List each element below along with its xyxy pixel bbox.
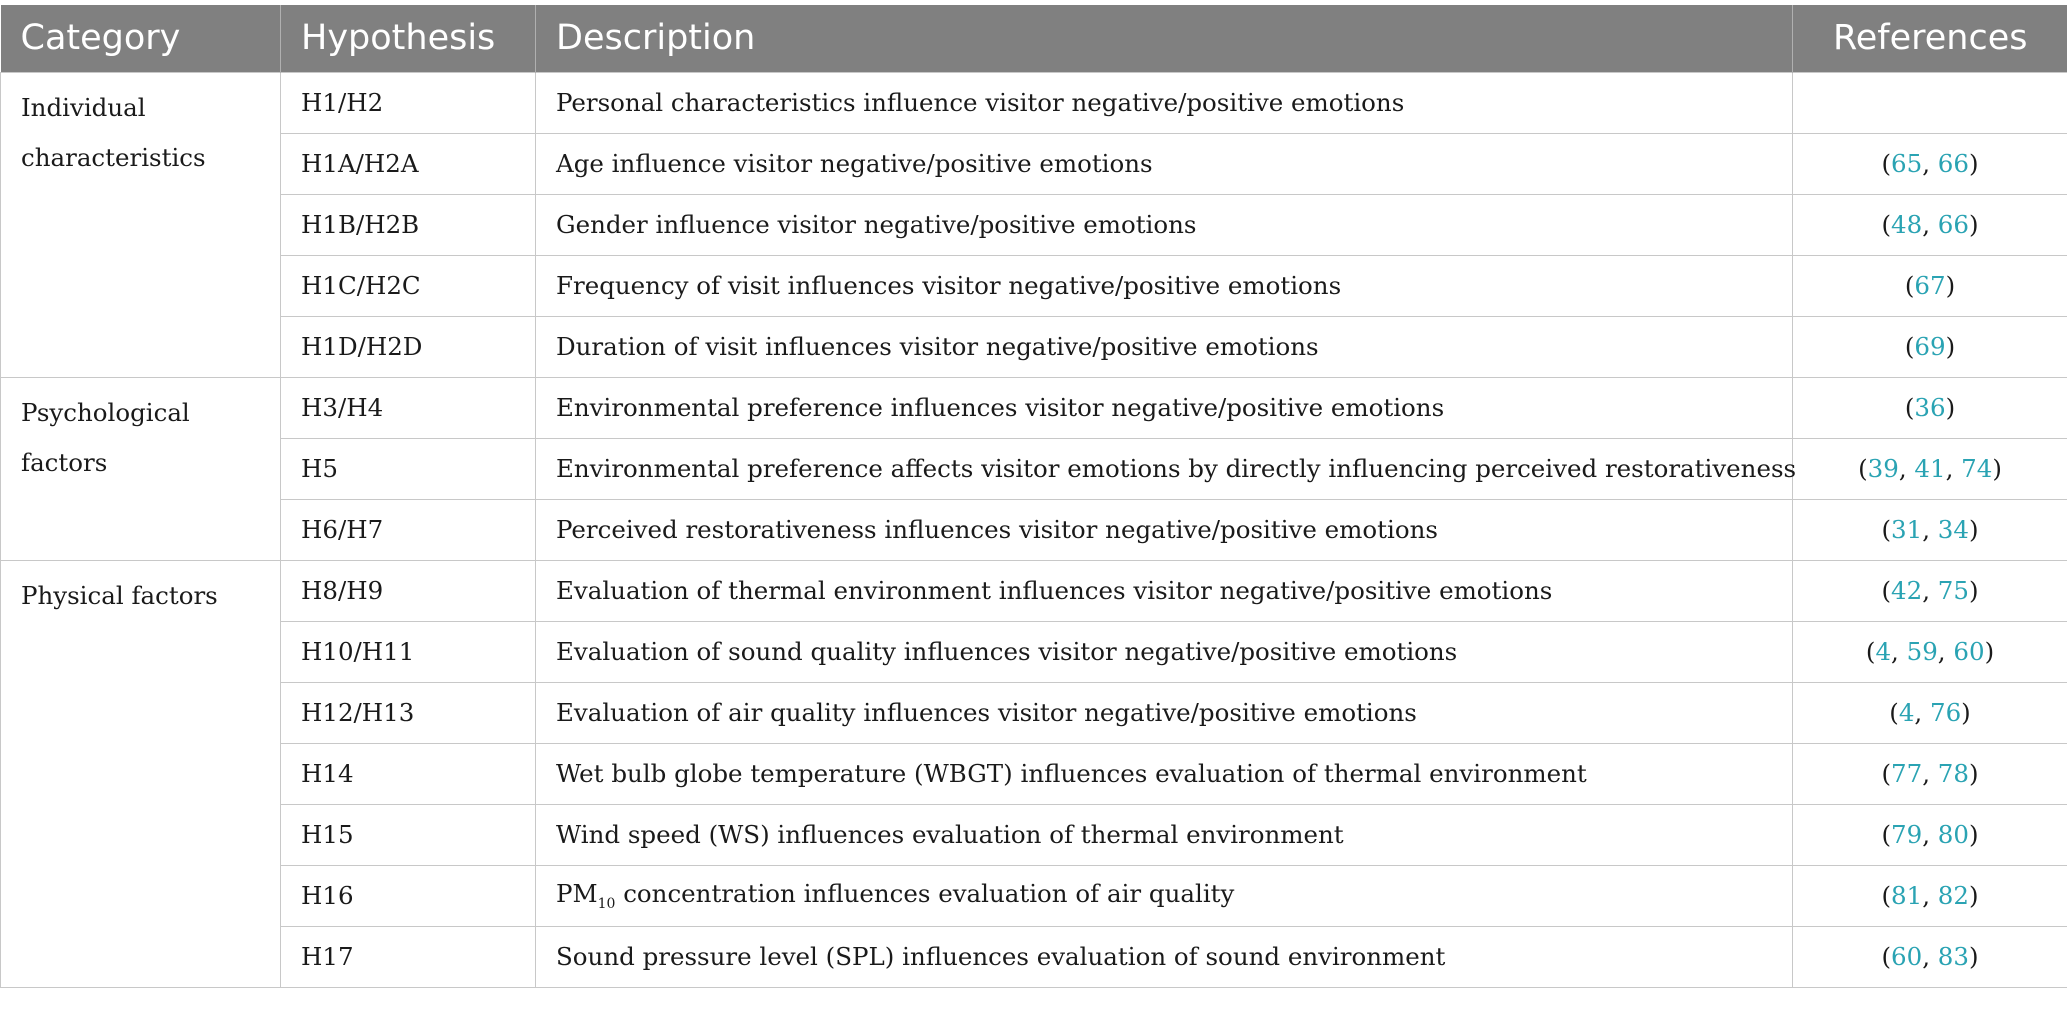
description-cell: Duration of visit influences visitor negative/positive emotions — [536, 316, 1793, 377]
reference-link[interactable]: 77 — [1891, 759, 1923, 788]
hypothesis-cell: H5 — [281, 438, 536, 499]
reference-link[interactable]: 69 — [1914, 332, 1946, 361]
table-row — [1, 194, 2067, 255]
description-cell: Frequency of visit influences visitor negative/positive emotions — [536, 255, 1793, 316]
reference-link[interactable]: 34 — [1937, 515, 1969, 544]
hypothesis-cell: H1C/H2C — [281, 255, 536, 316]
table-row — [1, 438, 2067, 499]
references-cell — [1793, 72, 2067, 133]
reference-link[interactable]: 31 — [1891, 515, 1923, 544]
hypothesis-cell: H1B/H2B — [281, 194, 536, 255]
references-cell: (79, 80) — [1793, 804, 2067, 865]
description-rest: concentration influences evaluation of air quality — [615, 879, 1235, 909]
hypothesis-cell: H1D/H2D — [281, 316, 536, 377]
reference-link[interactable]: 48 — [1891, 210, 1923, 239]
pm-subscript: 10 — [597, 895, 616, 912]
references-cell: (48, 66) — [1793, 194, 2067, 255]
hypothesis-cell: H1/H2 — [281, 72, 536, 133]
reference-link[interactable]: 41 — [1914, 454, 1946, 483]
reference-link[interactable]: 78 — [1937, 759, 1969, 788]
description-cell: Evaluation of sound quality influences visitor negative/positive emotions — [536, 621, 1793, 682]
description-cell: Evaluation of thermal environment influences visitor negative/positive emotions — [536, 560, 1793, 621]
header-row — [1, 5, 2067, 72]
references-cell: (81, 82) — [1793, 865, 2067, 926]
category-cell: Physical factors — [1, 560, 281, 987]
table-row — [1, 133, 2067, 194]
description-cell: Environmental preference influences visitor negative/positive emotions — [536, 377, 1793, 438]
references-cell: (4, 76) — [1793, 682, 2067, 743]
hypotheses-table — [0, 5, 2067, 988]
description-cell: Wet bulb globe temperature (WBGT) influences evaluation of thermal environment — [536, 743, 1793, 804]
table-row — [1, 865, 2067, 926]
reference-link[interactable]: 4 — [1875, 637, 1892, 666]
reference-link[interactable]: 74 — [1961, 454, 1993, 483]
table-body — [1, 72, 2067, 987]
table-row — [1, 926, 2067, 987]
reference-link[interactable]: 82 — [1937, 881, 1969, 910]
hypotheses-table-container — [0, 5, 2067, 988]
description-cell: Wind speed (WS) influences evaluation of thermal environment — [536, 804, 1793, 865]
references-cell: (69) — [1793, 316, 2067, 377]
description-cell: Gender influence visitor negative/positive emotions — [536, 194, 1793, 255]
table-row — [1, 560, 2067, 621]
category-cell: Individual characteristics — [1, 72, 281, 377]
table-row — [1, 255, 2067, 316]
category-cell: Psychological factors — [1, 377, 281, 560]
description-cell — [536, 865, 1793, 926]
description-cell: Age influence visitor negative/positive emotions — [536, 133, 1793, 194]
header-hypothesis: Hypothesis — [281, 5, 536, 72]
table-row — [1, 621, 2067, 682]
header-category: Category — [1, 5, 281, 72]
reference-link[interactable]: 76 — [1929, 698, 1962, 727]
reference-link[interactable]: 79 — [1891, 820, 1923, 849]
hypothesis-cell: H8/H9 — [281, 560, 536, 621]
pm-label: PM — [556, 879, 598, 909]
table-row — [1, 377, 2067, 438]
reference-link[interactable]: 39 — [1867, 454, 1899, 483]
table-row — [1, 804, 2067, 865]
reference-link[interactable]: 80 — [1937, 820, 1969, 849]
references-cell: (36) — [1793, 377, 2067, 438]
table-row — [1, 743, 2067, 804]
hypothesis-cell: H1A/H2A — [281, 133, 536, 194]
reference-link[interactable]: 75 — [1937, 576, 1969, 605]
references-cell: (60, 83) — [1793, 926, 2067, 987]
references-cell: (42, 75) — [1793, 560, 2067, 621]
header-description: Description — [536, 5, 1793, 72]
hypothesis-cell: H6/H7 — [281, 499, 536, 560]
description-cell: Personal characteristics influence visitor negative/positive emotions — [536, 72, 1793, 133]
table-row — [1, 316, 2067, 377]
hypothesis-cell: H14 — [281, 743, 536, 804]
header-references: References — [1793, 5, 2067, 72]
reference-link[interactable]: 83 — [1937, 942, 1969, 971]
reference-link[interactable]: 60 — [1953, 637, 1985, 666]
description-cell: Evaluation of air quality influences visitor negative/positive emotions — [536, 682, 1793, 743]
hypothesis-cell: H10/H11 — [281, 621, 536, 682]
table-row — [1, 72, 2067, 133]
reference-link[interactable]: 65 — [1891, 149, 1923, 178]
hypothesis-cell: H3/H4 — [281, 377, 536, 438]
hypothesis-cell: H17 — [281, 926, 536, 987]
hypothesis-cell: H15 — [281, 804, 536, 865]
description-cell: Sound pressure level (SPL) influences evaluation of sound environment — [536, 926, 1793, 987]
table-header — [1, 5, 2067, 72]
references-cell: (65, 66) — [1793, 133, 2067, 194]
reference-link[interactable]: 36 — [1914, 393, 1946, 422]
reference-link[interactable]: 81 — [1891, 881, 1923, 910]
table-row — [1, 499, 2067, 560]
reference-link[interactable]: 60 — [1891, 942, 1923, 971]
references-cell: (4, 59, 60) — [1793, 621, 2067, 682]
hypothesis-cell: H16 — [281, 865, 536, 926]
reference-link[interactable]: 59 — [1906, 637, 1938, 666]
references-cell: (39, 41, 74) — [1793, 438, 2067, 499]
reference-link[interactable]: 66 — [1937, 149, 1969, 178]
references-cell: (31, 34) — [1793, 499, 2067, 560]
references-cell: (67) — [1793, 255, 2067, 316]
hypothesis-cell: H12/H13 — [281, 682, 536, 743]
reference-link[interactable]: 67 — [1914, 271, 1946, 300]
reference-link[interactable]: 66 — [1937, 210, 1969, 239]
references-cell: (77, 78) — [1793, 743, 2067, 804]
table-row — [1, 682, 2067, 743]
reference-link[interactable]: 42 — [1891, 576, 1923, 605]
reference-link[interactable]: 4 — [1898, 698, 1915, 727]
description-cell: Environmental preference affects visitor emotions by directly influencing perceived restorativeness — [536, 438, 1793, 499]
description-cell: Perceived restorativeness influences visitor negative/positive emotions — [536, 499, 1793, 560]
